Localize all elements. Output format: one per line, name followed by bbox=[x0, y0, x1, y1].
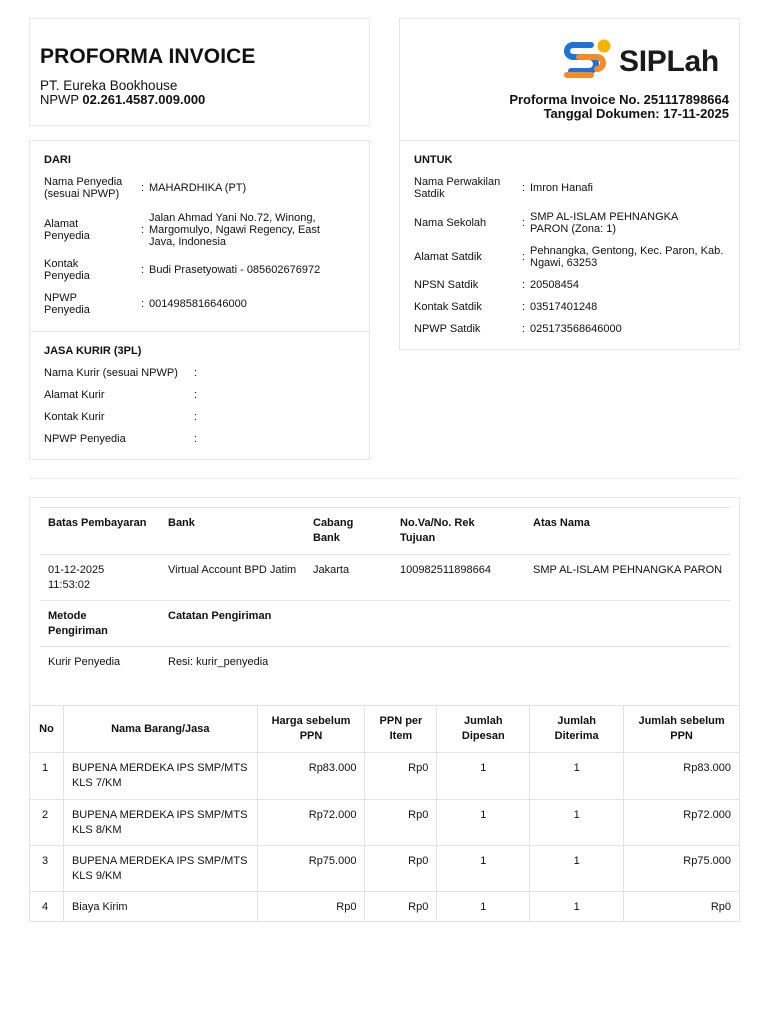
item-price: Rp75.000 bbox=[257, 846, 365, 892]
payment-grid bbox=[40, 507, 730, 676]
item-received: 1 bbox=[530, 800, 624, 846]
item-ordered: 1 bbox=[437, 800, 530, 846]
recipient-npwp-row bbox=[414, 321, 725, 337]
field-colon: : bbox=[194, 389, 198, 401]
payment-value-row bbox=[40, 554, 730, 600]
section-divider bbox=[29, 478, 740, 479]
field-colon: : bbox=[521, 251, 526, 263]
col-header-ordered: Jumlah Dipesan bbox=[437, 706, 530, 753]
field-value: Imron Hanafi bbox=[530, 182, 593, 194]
company-name: PT. Eureka Bookhouse bbox=[40, 78, 178, 93]
account-number-value: 100982511898664 bbox=[400, 564, 491, 576]
field-value: 025173568646000 bbox=[530, 323, 622, 335]
item-vat: Rp0 bbox=[365, 753, 437, 800]
invoice-header bbox=[29, 18, 370, 126]
item-price: Rp72.000 bbox=[257, 800, 365, 846]
account-name-header: Atas Nama bbox=[533, 517, 590, 529]
field-colon: : bbox=[194, 367, 198, 379]
col-header-vat: PPN per Item bbox=[365, 706, 437, 753]
item-name: BUPENA MERDEKA IPS SMP/MTS KLS 9/KM bbox=[63, 846, 257, 892]
payment-deadline-value: 01-12-2025 11:53:02 bbox=[48, 564, 105, 591]
recipient-school-row bbox=[414, 209, 725, 237]
item-no: 2 bbox=[30, 800, 64, 846]
field-label: Nama Penyedia (sesuai NPWP) bbox=[44, 176, 123, 200]
shipping-note-header: Catatan Pengiriman bbox=[168, 610, 272, 622]
seller-address-row bbox=[44, 208, 355, 252]
seller-name-row bbox=[44, 174, 355, 202]
col-header-received: Jumlah Diterima bbox=[530, 706, 624, 753]
field-label: NPWP Satdik bbox=[414, 323, 481, 335]
recipient-section-title: UNTUK bbox=[414, 154, 453, 166]
courier-name-row bbox=[44, 365, 355, 381]
recipient-section bbox=[399, 140, 740, 350]
item-name: BUPENA MERDEKA IPS SMP/MTS KLS 8/KM bbox=[63, 800, 257, 846]
field-colon: : bbox=[521, 301, 526, 313]
item-vat: Rp0 bbox=[365, 800, 437, 846]
item-no: 3 bbox=[30, 846, 64, 892]
item-subtotal: Rp0 bbox=[624, 892, 740, 922]
field-label: Kontak Kurir bbox=[44, 411, 105, 423]
recipient-name-row bbox=[414, 174, 725, 202]
field-label: NPWP Penyedia bbox=[44, 433, 126, 445]
courier-npwp-row bbox=[44, 431, 355, 447]
field-label: Nama Perwakilan Satdik bbox=[414, 176, 501, 200]
field-value: Budi Prasetyowati - 085602676972 bbox=[149, 264, 321, 276]
courier-section bbox=[29, 331, 370, 460]
field-label: NPWP Penyedia bbox=[44, 292, 90, 316]
payment-header-row bbox=[40, 507, 730, 554]
col-header-subtotal: Jumlah sebelum PPN bbox=[624, 706, 740, 753]
item-price: Rp83.000 bbox=[257, 753, 365, 800]
seller-npwp-row bbox=[44, 290, 355, 318]
document-info-panel bbox=[399, 18, 740, 140]
field-value: Jalan Ahmad Yani No.72, Winong, Margomulyo, Ngawi Regency, East Java, Indonesia bbox=[149, 212, 320, 248]
courier-address-row bbox=[44, 387, 355, 403]
field-label: Alamat Kurir bbox=[44, 389, 105, 401]
npwp-label: NPWP bbox=[40, 92, 79, 107]
table-row bbox=[30, 753, 740, 800]
col-header-name: Nama Barang/Jasa bbox=[63, 706, 257, 753]
field-label: Kontak Satdik bbox=[414, 301, 482, 313]
field-label: Nama Kurir (sesuai NPWP) bbox=[44, 367, 178, 379]
field-label: Kontak Penyedia bbox=[44, 258, 90, 282]
recipient-npsn-row bbox=[414, 277, 725, 293]
field-label: Alamat Penyedia bbox=[44, 218, 90, 242]
bank-header: Bank bbox=[168, 517, 195, 529]
recipient-contact-row bbox=[414, 299, 725, 315]
field-colon: : bbox=[194, 433, 198, 445]
shipping-method-value: Kurir Penyedia bbox=[48, 656, 121, 668]
col-header-price: Harga sebelum PPN bbox=[257, 706, 365, 753]
field-colon: : bbox=[140, 298, 145, 310]
shipping-method-header: Metode Pengiriman bbox=[48, 610, 108, 637]
shipping-value-row bbox=[40, 646, 730, 676]
item-received: 1 bbox=[530, 892, 624, 922]
field-label: Nama Sekolah bbox=[414, 217, 487, 229]
item-no: 1 bbox=[30, 753, 64, 800]
payment-section bbox=[29, 497, 740, 707]
item-subtotal: Rp72.000 bbox=[624, 800, 740, 846]
col-header-no: No bbox=[30, 706, 64, 753]
item-ordered: 1 bbox=[437, 753, 530, 800]
item-vat: Rp0 bbox=[365, 846, 437, 892]
field-value: 20508454 bbox=[530, 279, 579, 291]
shipping-header-row bbox=[40, 600, 730, 646]
bank-branch-header: Cabang Bank bbox=[313, 517, 354, 544]
item-received: 1 bbox=[530, 753, 624, 800]
field-value: Pehnangka, Gentong, Kec. Paron, Kab. Ngawi, 63253 bbox=[530, 245, 724, 269]
field-value: 03517401248 bbox=[530, 301, 598, 313]
siplah-logo-text: SIPLah bbox=[619, 45, 719, 78]
item-ordered: 1 bbox=[437, 892, 530, 922]
item-price: Rp0 bbox=[257, 892, 365, 922]
items-header-row bbox=[30, 706, 740, 753]
document-date: Tanggal Dokumen: 17-11-2025 bbox=[543, 106, 729, 121]
bank-value: Virtual Account BPD Jatim bbox=[168, 564, 297, 576]
item-name: BUPENA MERDEKA IPS SMP/MTS KLS 7/KM bbox=[63, 753, 257, 800]
bank-branch-value: Jakarta bbox=[313, 564, 350, 576]
field-colon: : bbox=[140, 182, 145, 194]
item-no: 4 bbox=[30, 892, 64, 922]
items-table bbox=[29, 705, 740, 922]
field-colon: : bbox=[140, 224, 145, 236]
npwp-value: 02.261.4587.009.000 bbox=[82, 92, 206, 107]
seller-contact-row bbox=[44, 256, 355, 284]
item-subtotal: Rp75.000 bbox=[624, 846, 740, 892]
page-title: PROFORMA INVOICE bbox=[40, 45, 256, 68]
seller-section bbox=[29, 140, 370, 332]
siplah-logo bbox=[561, 37, 729, 83]
table-row bbox=[30, 892, 740, 922]
item-subtotal: Rp83.000 bbox=[624, 753, 740, 800]
field-value: SMP AL-ISLAM PEHNANGKA PARON (Zona: 1) bbox=[530, 211, 678, 235]
field-label: Alamat Satdik bbox=[414, 251, 482, 263]
seller-section-title: DARI bbox=[44, 154, 71, 166]
courier-contact-row bbox=[44, 409, 355, 425]
item-received: 1 bbox=[530, 846, 624, 892]
item-ordered: 1 bbox=[437, 846, 530, 892]
table-row bbox=[30, 846, 740, 892]
siplah-logo-icon bbox=[561, 37, 615, 83]
account-name-value: SMP AL-ISLAM PEHNANGKA PARON bbox=[533, 564, 723, 576]
account-number-header: No.Va/No. Rek Tujuan bbox=[400, 517, 475, 544]
company-npwp bbox=[40, 93, 359, 107]
document-meta bbox=[509, 93, 729, 121]
shipping-note-value: Resi: kurir_penyedia bbox=[168, 656, 269, 668]
courier-section-title: JASA KURIR (3PL) bbox=[44, 345, 142, 357]
table-row bbox=[30, 800, 740, 846]
item-name: Biaya Kirim bbox=[63, 892, 257, 922]
payment-deadline-header: Batas Pembayaran bbox=[48, 517, 147, 529]
recipient-address-row bbox=[414, 243, 725, 271]
field-value: MAHARDHIKA (PT) bbox=[149, 182, 247, 194]
item-vat: Rp0 bbox=[365, 892, 437, 922]
field-colon: : bbox=[140, 264, 145, 276]
field-colon: : bbox=[194, 411, 198, 423]
invoice-number: Proforma Invoice No. 251117898664 bbox=[509, 92, 729, 107]
field-colon: : bbox=[521, 279, 526, 291]
field-colon: : bbox=[521, 182, 526, 194]
field-label: NPSN Satdik bbox=[414, 279, 479, 291]
field-value: 0014985816646000 bbox=[149, 298, 247, 310]
field-colon: : bbox=[521, 323, 526, 335]
field-colon: : bbox=[521, 217, 526, 229]
